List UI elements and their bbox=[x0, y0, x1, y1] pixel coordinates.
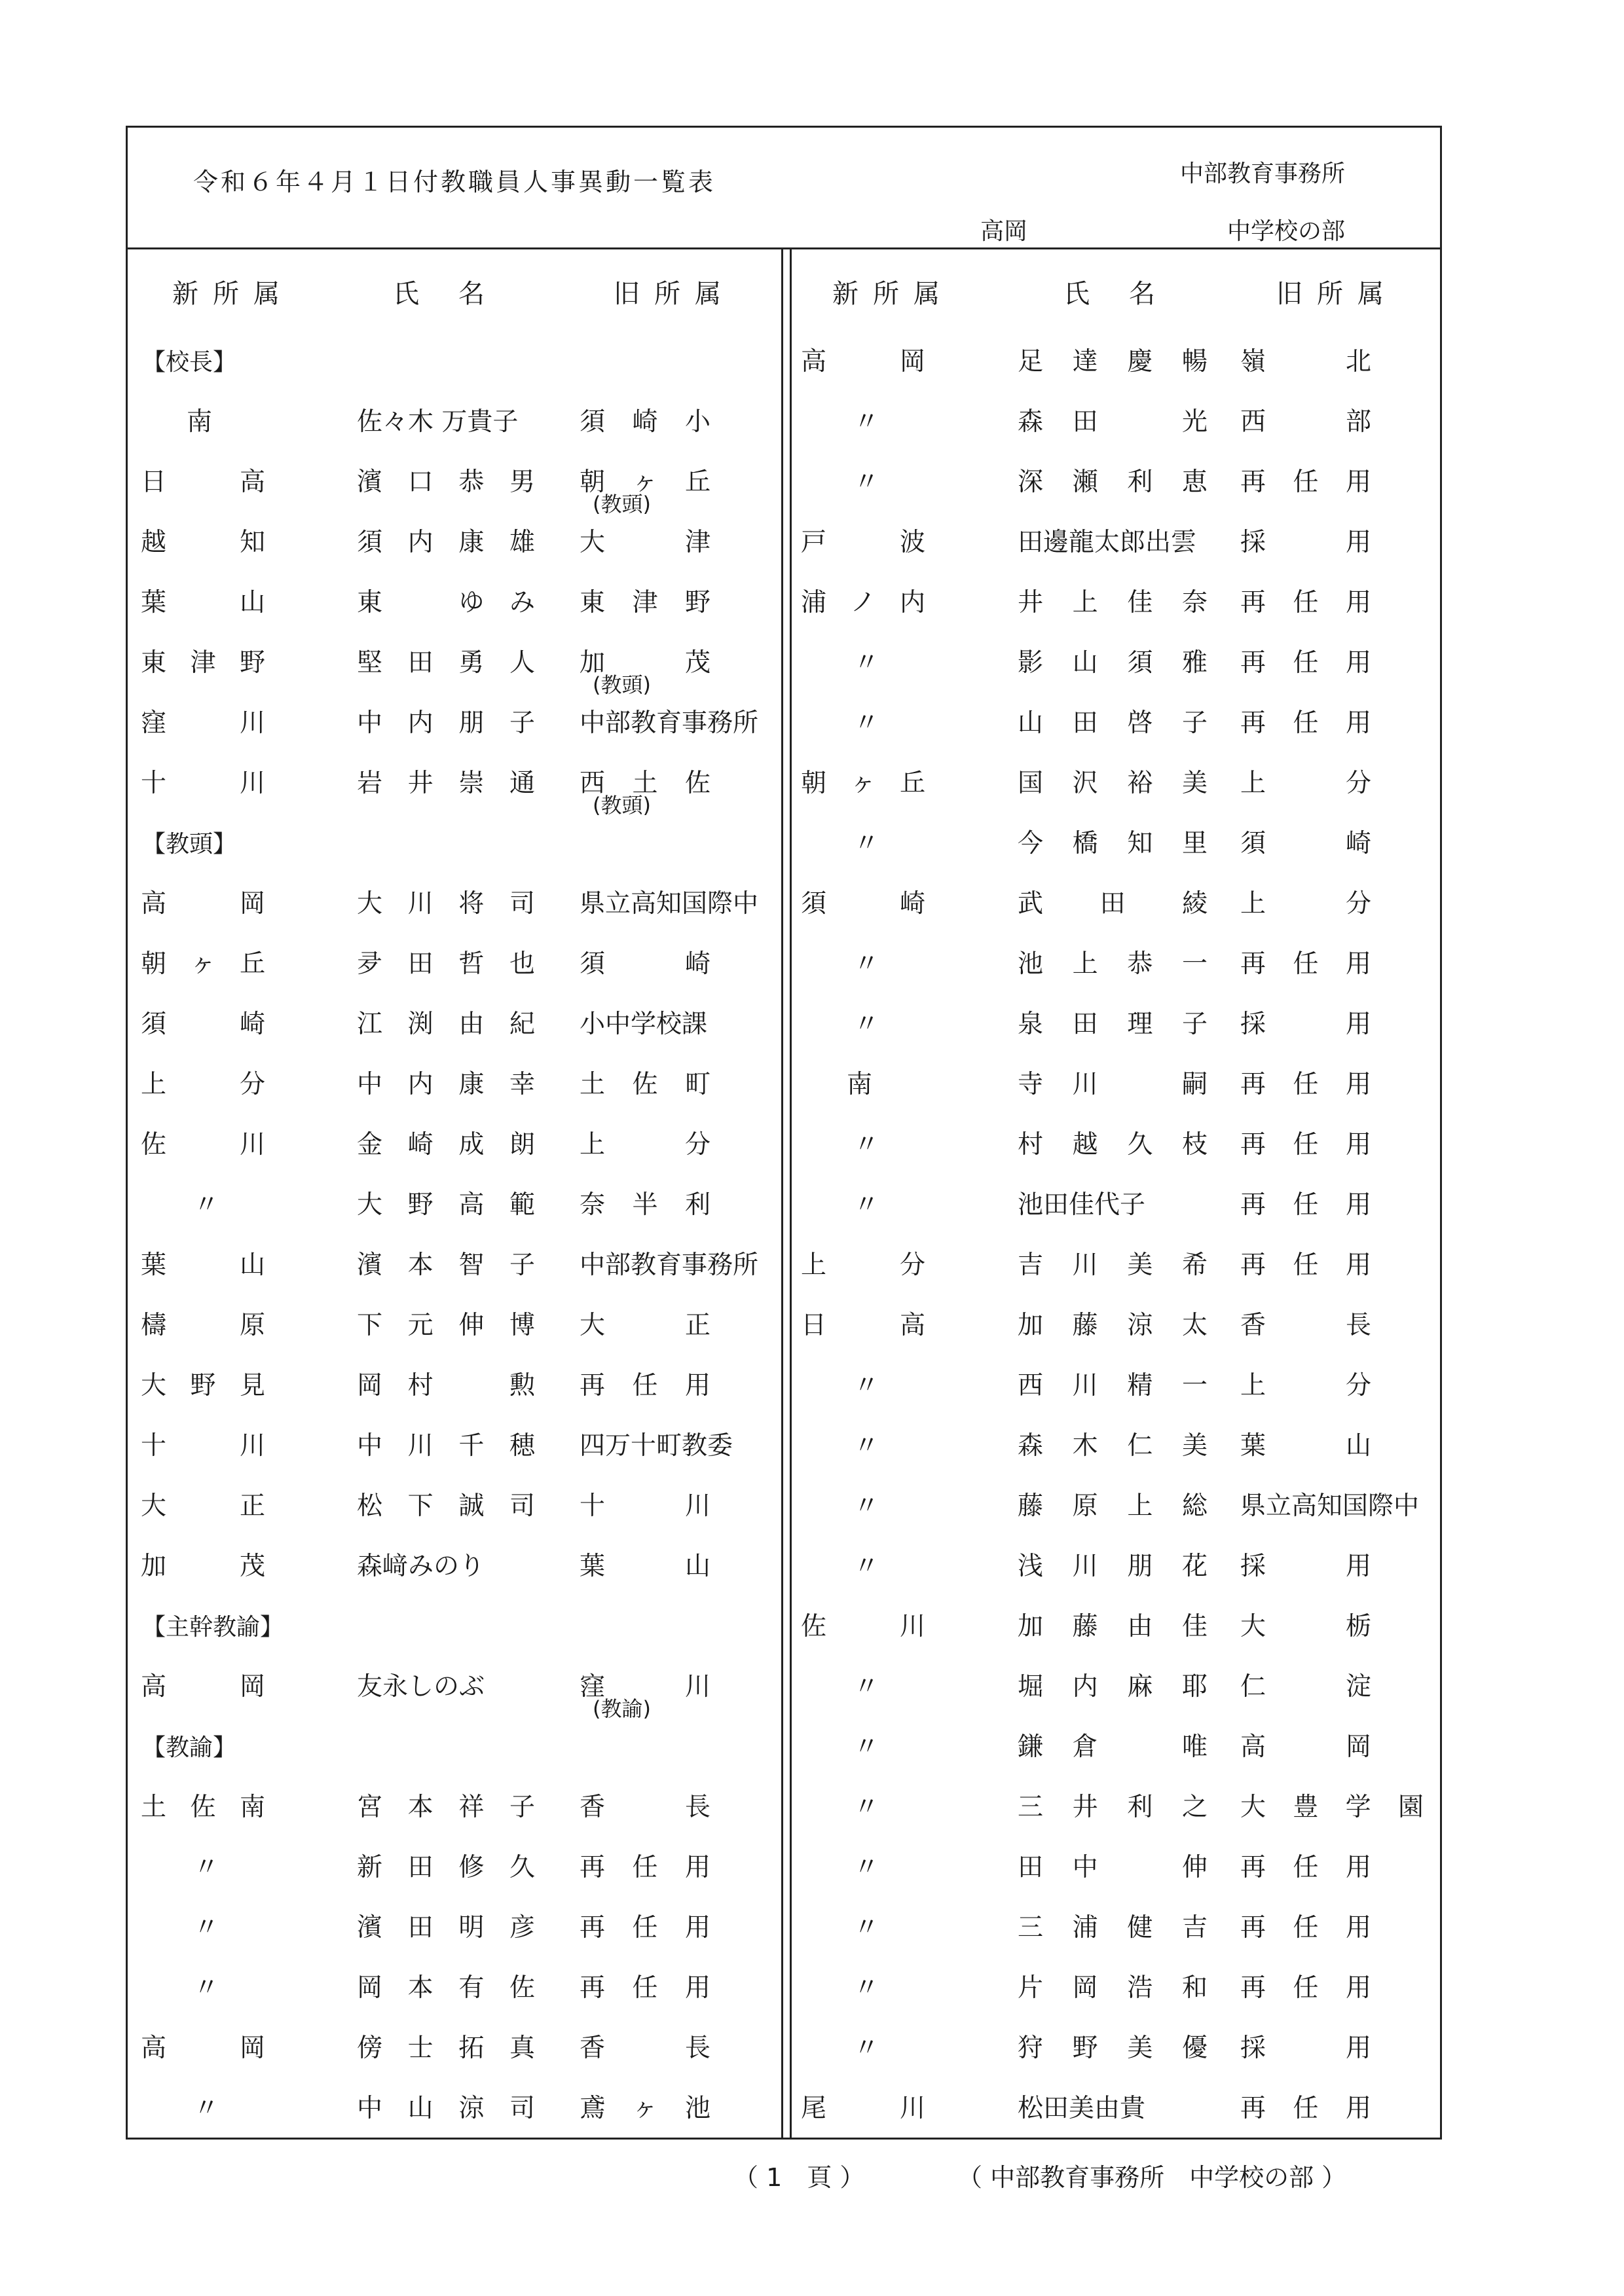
person-name: 中 山 涼 司 bbox=[357, 2094, 535, 2123]
personnel-row bbox=[128, 1004, 781, 1043]
new-affiliation: 加 茂 bbox=[141, 1552, 265, 1581]
old-affiliation: 須 崎 bbox=[1240, 829, 1371, 858]
person-name: 夛 田 哲 也 bbox=[357, 949, 535, 979]
person-name: 山 田 啓 子 bbox=[1018, 708, 1208, 738]
person-name: 中 内 康 幸 bbox=[357, 1070, 535, 1099]
personnel-row bbox=[128, 2028, 781, 2067]
personnel-row bbox=[792, 522, 1440, 561]
old-affiliation: 窪 川 bbox=[580, 1672, 710, 1702]
personnel-row bbox=[792, 2088, 1440, 2127]
personnel-row bbox=[792, 943, 1440, 983]
personnel-row bbox=[792, 1485, 1440, 1525]
person-name: 国 沢 裕 美 bbox=[1018, 769, 1208, 798]
personnel-row bbox=[792, 1787, 1440, 1826]
section-heading: 【教頭】 bbox=[142, 831, 237, 858]
old-affiliation: 再 任 用 bbox=[580, 1913, 710, 1942]
person-name: 田 中 伸 bbox=[1018, 1853, 1208, 1882]
old-affiliation: 高 岡 bbox=[1240, 1732, 1371, 1762]
person-name: 大 川 将 司 bbox=[357, 889, 535, 919]
new-affiliation: 〃 bbox=[853, 1491, 879, 1521]
person-name: 中 内 朋 子 bbox=[357, 708, 535, 738]
new-affiliation: 葉 山 bbox=[141, 588, 265, 617]
personnel-row bbox=[128, 1124, 781, 1163]
old-affiliation: 須 崎 bbox=[580, 949, 710, 979]
person-name: 堀 内 麻 耶 bbox=[1018, 1672, 1208, 1702]
old-affiliation: 再 任 用 bbox=[1240, 2094, 1371, 2123]
old-affiliation: 再 任 用 bbox=[580, 1853, 710, 1882]
old-affiliation: 再 任 用 bbox=[1240, 1250, 1371, 1280]
new-affiliation: 〃 bbox=[853, 1371, 879, 1400]
old-affiliation: 朝 ヶ 丘 bbox=[580, 467, 710, 497]
old-affiliation: 嶺 北 bbox=[1240, 347, 1371, 376]
personnel-row bbox=[792, 1847, 1440, 1886]
previous-position-note: (教頭) bbox=[593, 793, 651, 818]
personnel-row bbox=[128, 1245, 781, 1284]
section-heading: 【主幹教諭】 bbox=[142, 1614, 284, 1641]
old-affiliation: 上 分 bbox=[580, 1130, 710, 1159]
new-affiliation: 大 正 bbox=[141, 1491, 265, 1521]
old-affiliation: 西 土 佐 bbox=[580, 769, 710, 798]
person-name: 池田佳代子 bbox=[1018, 1190, 1146, 1220]
document-frame bbox=[126, 126, 1442, 2140]
person-name: 足 達 慶 暢 bbox=[1018, 347, 1208, 376]
old-affiliation: 大 津 bbox=[580, 528, 710, 557]
old-affiliation: 再 任 用 bbox=[1240, 467, 1371, 497]
personnel-row bbox=[792, 1726, 1440, 1766]
old-affiliation: 県立高知国際中 bbox=[580, 889, 759, 919]
personnel-row bbox=[128, 1365, 781, 1404]
old-affiliation: 再 任 用 bbox=[1240, 648, 1371, 678]
old-affiliation: 県立高知国際中 bbox=[1240, 1491, 1420, 1521]
office-name: 中部教育事務所 bbox=[1179, 160, 1345, 187]
old-affiliation: 再 任 用 bbox=[1240, 588, 1371, 617]
new-affiliation: 檮 原 bbox=[141, 1311, 265, 1340]
old-affiliation: 東 津 野 bbox=[580, 588, 710, 617]
new-affiliation: 〃 bbox=[853, 1793, 879, 1822]
old-affiliation: 上 分 bbox=[1240, 889, 1371, 919]
person-name: 吉 川 美 希 bbox=[1018, 1250, 1208, 1280]
new-affiliation: 上 分 bbox=[141, 1070, 265, 1099]
person-name: 佐々木 万貴子 bbox=[357, 407, 519, 437]
section-heading: 【校長】 bbox=[142, 349, 237, 376]
new-affiliation: 〃 bbox=[853, 1431, 879, 1461]
new-affiliation: 〃 bbox=[853, 2033, 879, 2063]
new-affiliation: 浦 ノ 内 bbox=[801, 588, 925, 617]
old-affiliation: 奈 半 利 bbox=[580, 1190, 710, 1220]
personnel-row bbox=[128, 1666, 781, 1721]
old-affiliation: 中部教育事務所 bbox=[580, 1250, 759, 1280]
new-affiliation: 朝 ヶ 丘 bbox=[801, 769, 925, 798]
personnel-row bbox=[792, 883, 1440, 922]
old-affiliation: 再 任 用 bbox=[1240, 1070, 1371, 1099]
col-header-old-right: 旧所属 bbox=[1276, 279, 1398, 309]
new-affiliation: 南 bbox=[847, 1070, 873, 1099]
personnel-row bbox=[128, 1967, 781, 2007]
new-affiliation: 尾 川 bbox=[801, 2094, 925, 2123]
person-name: 影 山 須 雅 bbox=[1018, 648, 1208, 678]
person-name: 片 岡 浩 和 bbox=[1018, 1973, 1208, 2003]
person-name: 狩 野 美 優 bbox=[1018, 2033, 1208, 2063]
new-affiliation: 高 岡 bbox=[801, 347, 925, 376]
personnel-row bbox=[792, 1967, 1440, 2007]
document-title: 令和６年４月１日付教職員人事異動一覧表 bbox=[193, 168, 716, 196]
personnel-row bbox=[792, 1305, 1440, 1344]
old-affiliation: 再 任 用 bbox=[1240, 1913, 1371, 1942]
person-name: 加 藤 由 佳 bbox=[1018, 1612, 1208, 1641]
region-name: 高岡 bbox=[980, 218, 1028, 245]
personnel-row bbox=[128, 462, 781, 517]
new-affiliation: 〃 bbox=[853, 1190, 879, 1220]
old-affiliation: 再 任 用 bbox=[1240, 1190, 1371, 1220]
old-affiliation: 小中学校課 bbox=[580, 1010, 708, 1039]
new-affiliation: 十 川 bbox=[141, 1431, 265, 1461]
personnel-row bbox=[128, 702, 781, 742]
person-name: 松田美由貴 bbox=[1018, 2094, 1146, 2123]
old-affiliation: 中部教育事務所 bbox=[580, 708, 759, 738]
new-affiliation: 高 岡 bbox=[141, 889, 265, 919]
personnel-row bbox=[128, 522, 781, 561]
personnel-row bbox=[128, 1184, 781, 1224]
new-affiliation: 〃 bbox=[193, 1190, 219, 1220]
section-heading: 【教諭】 bbox=[142, 1734, 237, 1761]
col-header-new-right: 新所属 bbox=[832, 279, 954, 309]
new-affiliation: 戸 波 bbox=[801, 528, 925, 557]
left-column bbox=[128, 249, 781, 2138]
old-affiliation: 採 用 bbox=[1240, 1010, 1371, 1039]
personnel-row bbox=[128, 582, 781, 621]
new-affiliation: 日 高 bbox=[801, 1311, 925, 1340]
personnel-row bbox=[128, 1546, 781, 1585]
new-affiliation: 〃 bbox=[853, 1672, 879, 1702]
personnel-row bbox=[128, 1425, 781, 1465]
new-affiliation: 〃 bbox=[853, 1130, 879, 1159]
person-name: 泉 田 理 子 bbox=[1018, 1010, 1208, 1039]
person-name: 三 浦 健 吉 bbox=[1018, 1913, 1208, 1942]
personnel-row bbox=[792, 1184, 1440, 1224]
person-name: 下 元 伸 博 bbox=[357, 1311, 535, 1340]
new-affiliation: 東 津 野 bbox=[141, 648, 265, 678]
personnel-row bbox=[792, 1666, 1440, 1705]
new-affiliation: 高 岡 bbox=[141, 2033, 265, 2063]
new-affiliation: 〃 bbox=[853, 829, 879, 858]
new-affiliation: 越 知 bbox=[141, 528, 265, 557]
person-name: 江 渕 由 紀 bbox=[357, 1010, 535, 1039]
new-affiliation: 大 野 見 bbox=[141, 1371, 265, 1400]
person-name: 堅 田 勇 人 bbox=[357, 648, 535, 678]
old-affiliation: 再 任 用 bbox=[580, 1973, 710, 2003]
old-affiliation: 土 佐 町 bbox=[580, 1070, 710, 1099]
new-affiliation: 〃 bbox=[853, 1853, 879, 1882]
old-affiliation: 再 任 用 bbox=[1240, 708, 1371, 738]
old-affiliation: 香 長 bbox=[1240, 1311, 1371, 1340]
previous-position-note: (教諭) bbox=[593, 1696, 651, 1721]
person-name: 森 田 光 bbox=[1018, 407, 1208, 437]
document-header bbox=[128, 128, 1440, 249]
new-affiliation: 日 高 bbox=[141, 467, 265, 497]
new-affiliation: 〃 bbox=[853, 1732, 879, 1762]
new-affiliation: 須 崎 bbox=[801, 889, 925, 919]
right-column bbox=[792, 249, 1440, 2138]
old-affiliation: 西 部 bbox=[1240, 407, 1371, 437]
personnel-row bbox=[792, 1064, 1440, 1103]
new-affiliation: 〃 bbox=[193, 1973, 219, 2003]
person-name: 森 木 仁 美 bbox=[1018, 1431, 1208, 1461]
person-name: 大 野 高 範 bbox=[357, 1190, 535, 1220]
new-affiliation: 〃 bbox=[193, 1913, 219, 1942]
old-affiliation: 須 崎 小 bbox=[580, 407, 710, 437]
person-name: 岡 村 勲 bbox=[357, 1371, 535, 1400]
person-name: 傍 士 拓 真 bbox=[357, 2033, 535, 2063]
person-name: 村 越 久 枝 bbox=[1018, 1130, 1208, 1159]
personnel-row bbox=[128, 1485, 781, 1525]
old-affiliation: 仁 淀 bbox=[1240, 1672, 1371, 1702]
new-affiliation: 〃 bbox=[193, 2094, 219, 2123]
old-affiliation: 上 分 bbox=[1240, 1371, 1371, 1400]
new-affiliation: 南 bbox=[187, 407, 213, 437]
new-affiliation: 〃 bbox=[853, 467, 879, 497]
division-name: 中学校の部 bbox=[1227, 218, 1345, 245]
new-affiliation: 葉 山 bbox=[141, 1250, 265, 1280]
person-name: 友永しのぶ bbox=[357, 1672, 485, 1702]
person-name: 濱 口 恭 男 bbox=[357, 467, 535, 497]
personnel-row bbox=[128, 883, 781, 922]
column-divider bbox=[781, 249, 792, 2138]
new-affiliation: 土 佐 南 bbox=[141, 1793, 265, 1822]
col-header-name: 氏名 bbox=[393, 279, 524, 309]
personnel-row bbox=[128, 1847, 781, 1886]
person-name: 加 藤 涼 太 bbox=[1018, 1311, 1208, 1340]
old-affiliation: 上 分 bbox=[1240, 769, 1371, 798]
personnel-row bbox=[792, 763, 1440, 802]
personnel-row bbox=[792, 1907, 1440, 1946]
personnel-row bbox=[792, 702, 1440, 742]
person-name: 宮 本 祥 子 bbox=[357, 1793, 535, 1822]
personnel-row bbox=[128, 1787, 781, 1826]
old-affiliation: 大 正 bbox=[580, 1311, 710, 1340]
personnel-row bbox=[128, 1907, 781, 1946]
old-affiliation: 加 茂 bbox=[580, 648, 710, 678]
new-affiliation: 高 岡 bbox=[141, 1672, 265, 1702]
person-name: 須 内 康 雄 bbox=[357, 528, 535, 557]
person-name: 武 田 綾 bbox=[1018, 889, 1208, 919]
old-affiliation: 葉 山 bbox=[580, 1552, 710, 1581]
person-name: 森﨑みのり bbox=[357, 1552, 485, 1581]
new-affiliation: 朝 ヶ 丘 bbox=[141, 949, 265, 979]
personnel-row bbox=[792, 1245, 1440, 1284]
old-affiliation: 再 任 用 bbox=[1240, 1853, 1371, 1882]
personnel-row bbox=[792, 1365, 1440, 1404]
old-affiliation: 大 豊 学 園 bbox=[1240, 1793, 1424, 1822]
personnel-row bbox=[792, 1546, 1440, 1585]
person-name: 深 瀬 利 恵 bbox=[1018, 467, 1208, 497]
old-affiliation: 鳶 ヶ 池 bbox=[580, 2094, 710, 2123]
previous-position-note: (教頭) bbox=[593, 492, 651, 517]
person-name: 井 上 佳 奈 bbox=[1018, 588, 1208, 617]
new-affiliation: 〃 bbox=[853, 1973, 879, 2003]
new-affiliation: 十 川 bbox=[141, 769, 265, 798]
old-affiliation: 再 任 用 bbox=[1240, 949, 1371, 979]
personnel-row bbox=[792, 341, 1440, 380]
new-affiliation: 佐 川 bbox=[141, 1130, 265, 1159]
person-name: 田邊龍太郎出雲 bbox=[1018, 528, 1197, 557]
person-name: 岡 本 有 佐 bbox=[357, 1973, 535, 2003]
person-name: 寺 川 嗣 bbox=[1018, 1070, 1208, 1099]
old-affiliation: 四万十町教委 bbox=[580, 1431, 733, 1461]
col-header-old: 旧所属 bbox=[614, 279, 735, 309]
person-name: 今 橋 知 里 bbox=[1018, 829, 1208, 858]
old-affiliation: 採 用 bbox=[1240, 1552, 1371, 1581]
personnel-row bbox=[128, 943, 781, 983]
personnel-row bbox=[792, 401, 1440, 441]
personnel-row bbox=[128, 642, 781, 697]
personnel-row bbox=[792, 2028, 1440, 2067]
old-affiliation: 採 用 bbox=[1240, 2033, 1371, 2063]
person-name: 三 井 利 之 bbox=[1018, 1793, 1208, 1822]
new-affiliation: 須 崎 bbox=[141, 1010, 265, 1039]
new-affiliation: 〃 bbox=[853, 1010, 879, 1039]
person-name: 鎌 倉 唯 bbox=[1018, 1732, 1208, 1762]
personnel-row bbox=[128, 1305, 781, 1344]
personnel-row bbox=[792, 462, 1440, 501]
personnel-row bbox=[128, 401, 781, 441]
personnel-row bbox=[792, 823, 1440, 862]
personnel-row bbox=[792, 1124, 1440, 1163]
personnel-row bbox=[128, 763, 781, 818]
old-affiliation: 十 川 bbox=[580, 1491, 710, 1521]
person-name: 浅 川 朋 花 bbox=[1018, 1552, 1208, 1581]
new-affiliation: 〃 bbox=[193, 1853, 219, 1882]
new-affiliation: 〃 bbox=[853, 949, 879, 979]
new-affiliation: 〃 bbox=[853, 1913, 879, 1942]
person-name: 濱 田 明 彦 bbox=[357, 1913, 535, 1942]
personnel-row bbox=[792, 582, 1440, 621]
old-affiliation: 香 長 bbox=[580, 2033, 710, 2063]
new-affiliation: 〃 bbox=[853, 708, 879, 738]
old-affiliation: 大 栃 bbox=[1240, 1612, 1371, 1641]
old-affiliation: 再 任 用 bbox=[1240, 1130, 1371, 1159]
person-name: 松 下 誠 司 bbox=[357, 1491, 535, 1521]
footer-note: （ 中部教育事務所 中学校の部 ） bbox=[957, 2163, 1347, 2192]
old-affiliation: 再 任 用 bbox=[580, 1371, 710, 1400]
old-affiliation: 再 任 用 bbox=[1240, 1973, 1371, 2003]
old-affiliation: 香 長 bbox=[580, 1793, 710, 1822]
old-affiliation: 採 用 bbox=[1240, 528, 1371, 557]
person-name: 岩 井 崇 通 bbox=[357, 769, 535, 798]
person-name: 藤 原 上 総 bbox=[1018, 1491, 1208, 1521]
new-affiliation: 〃 bbox=[853, 648, 879, 678]
personnel-row bbox=[128, 2088, 781, 2127]
personnel-row bbox=[792, 642, 1440, 682]
personnel-row bbox=[792, 1606, 1440, 1645]
new-affiliation: 窪 川 bbox=[141, 708, 265, 738]
previous-position-note: (教頭) bbox=[593, 672, 651, 697]
col-header-name-right: 氏名 bbox=[1063, 279, 1194, 309]
new-affiliation: 〃 bbox=[853, 1552, 879, 1581]
col-header-new: 新所属 bbox=[172, 279, 294, 309]
new-affiliation: 佐 川 bbox=[801, 1612, 925, 1641]
person-name: 金 崎 成 朗 bbox=[357, 1130, 535, 1159]
new-affiliation: 〃 bbox=[853, 407, 879, 437]
old-affiliation: 葉 山 bbox=[1240, 1431, 1371, 1461]
person-name: 濱 本 智 子 bbox=[357, 1250, 535, 1280]
personnel-row bbox=[792, 1425, 1440, 1465]
new-affiliation: 上 分 bbox=[801, 1250, 925, 1280]
personnel-row bbox=[128, 1064, 781, 1103]
page-number: （ 1 頁 ） bbox=[733, 2163, 865, 2192]
person-name: 中 川 千 穂 bbox=[357, 1431, 535, 1461]
person-name: 西 川 精 一 bbox=[1018, 1371, 1208, 1400]
person-name: 新 田 修 久 bbox=[357, 1853, 535, 1882]
person-name: 東 ゆ み bbox=[357, 588, 535, 617]
personnel-row bbox=[792, 1004, 1440, 1043]
person-name: 池 上 恭 一 bbox=[1018, 949, 1208, 979]
